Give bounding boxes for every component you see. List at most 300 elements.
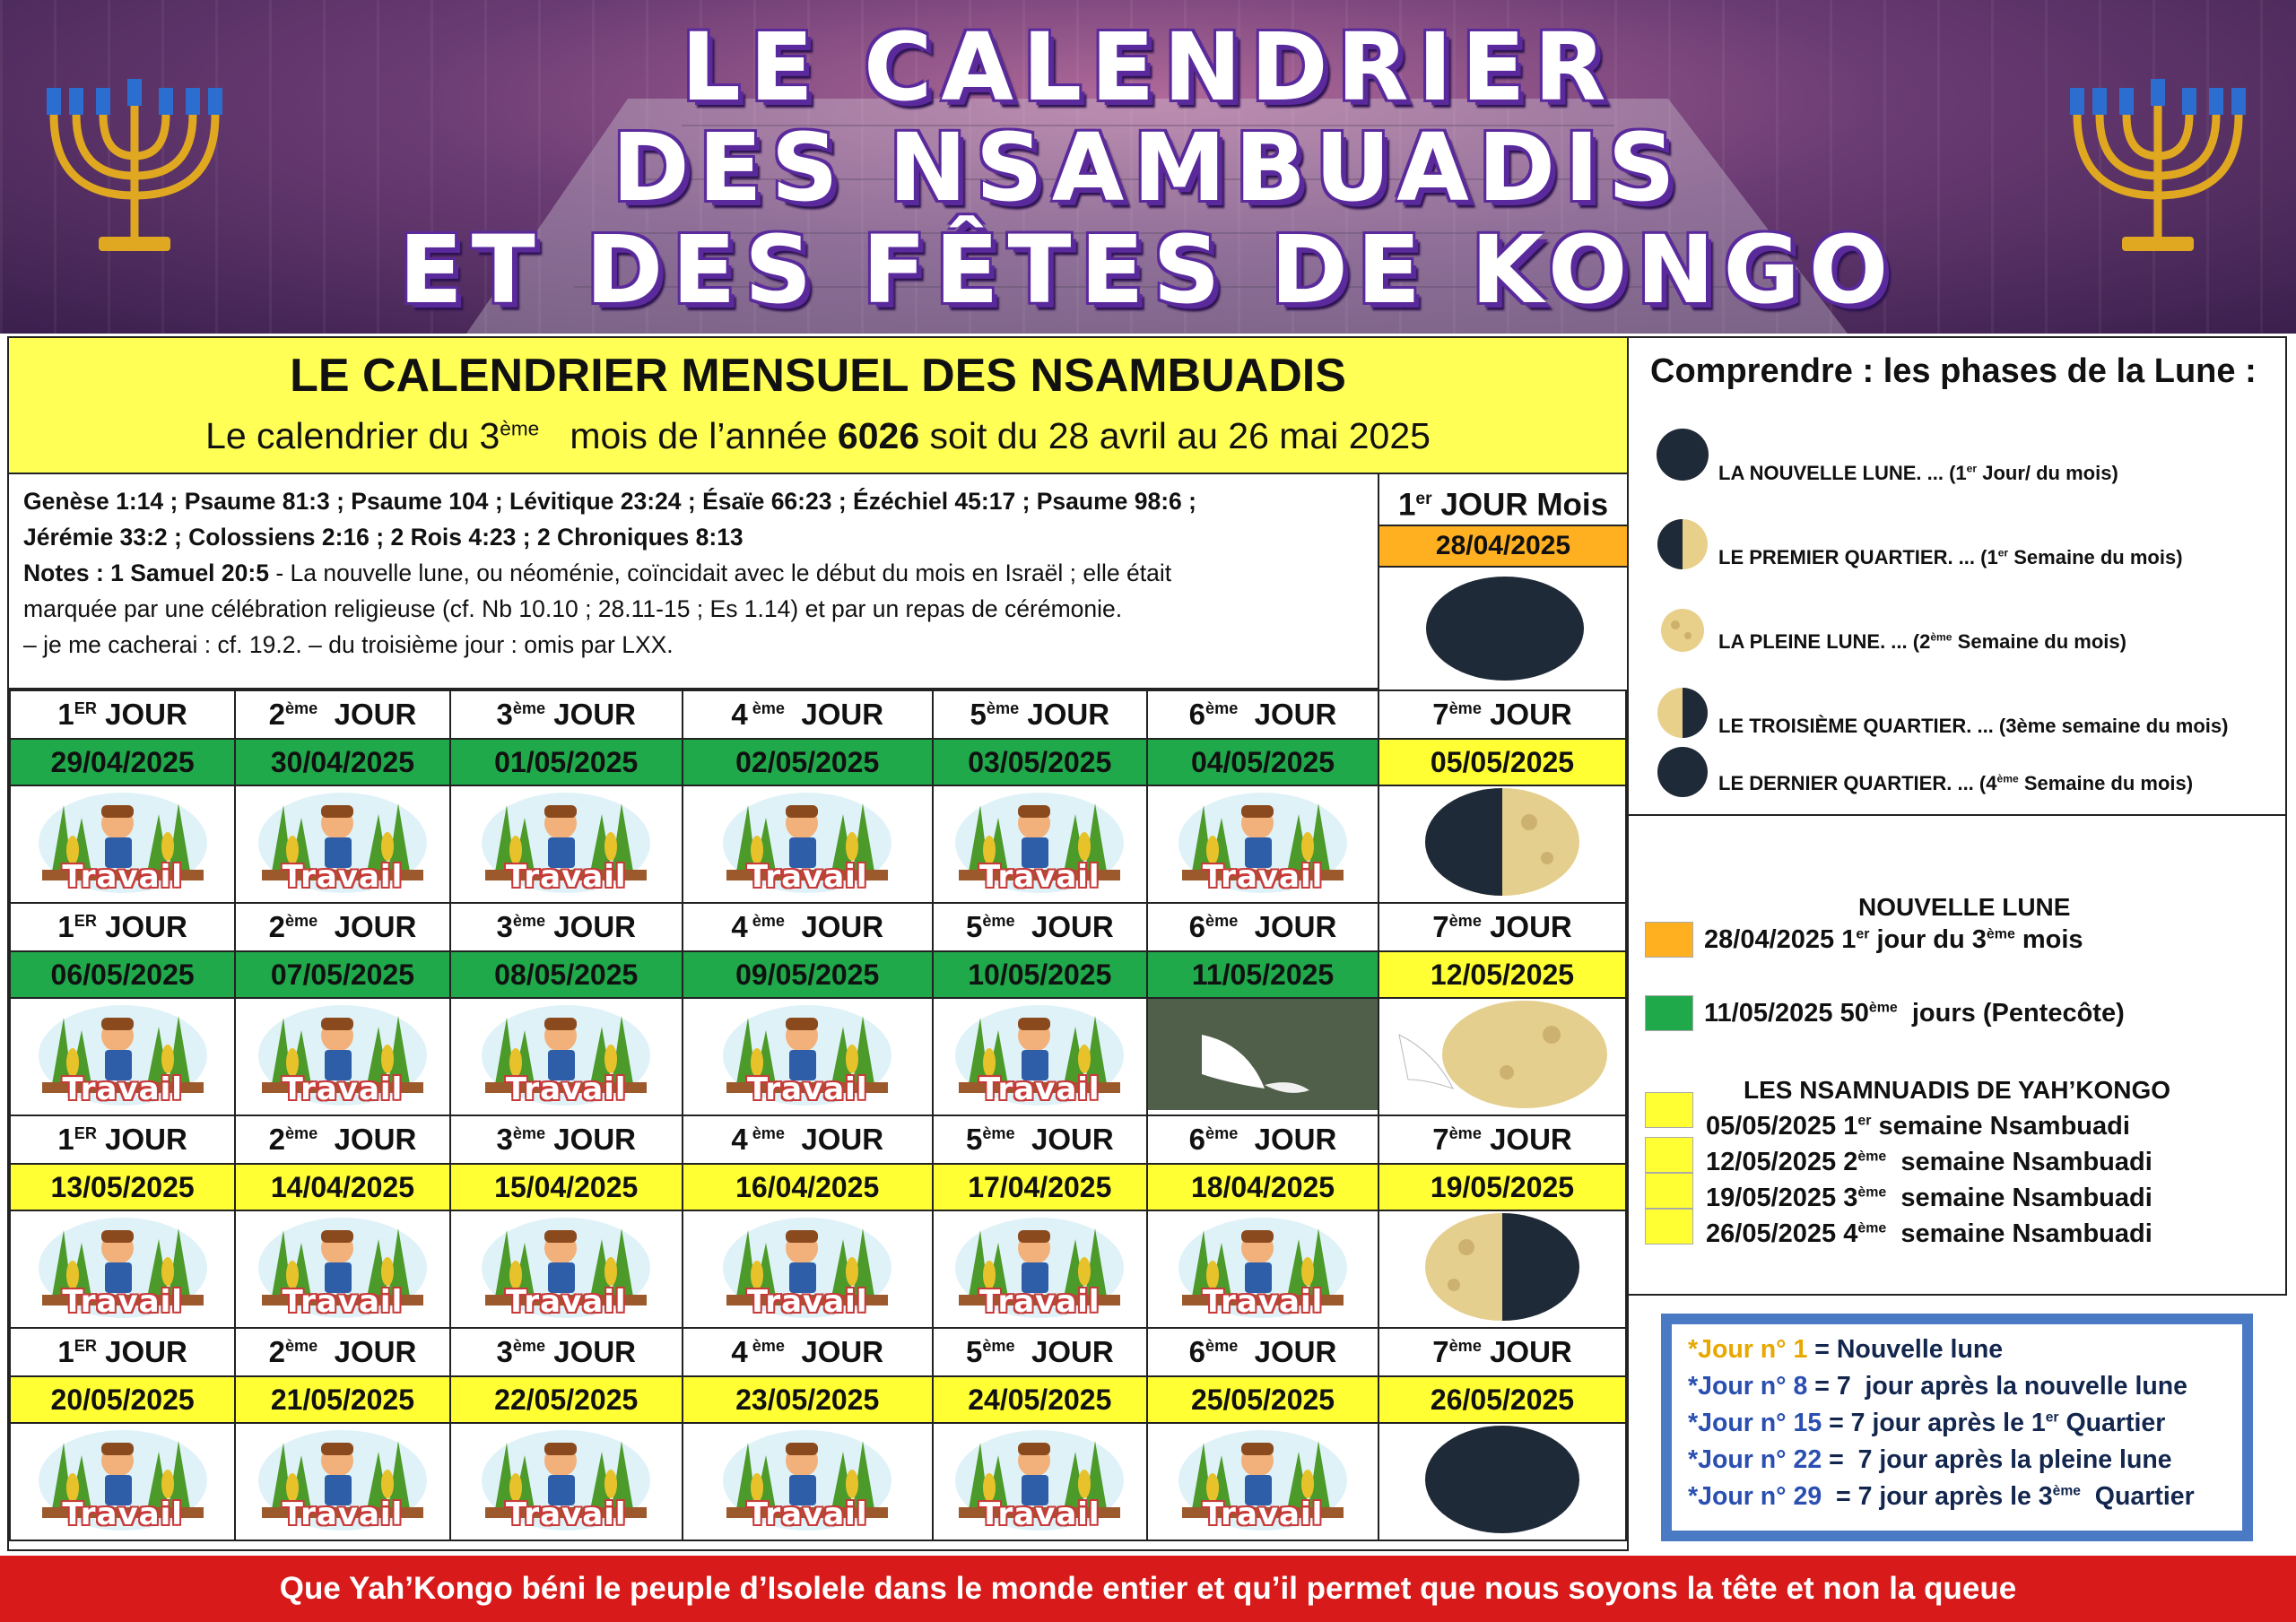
legend-sup: er xyxy=(1857,1113,1872,1129)
week-day-labels-row xyxy=(10,903,1626,951)
legend-orange-swatch xyxy=(1645,922,1693,958)
day-sup: ER xyxy=(74,699,97,717)
phase-sup: er xyxy=(1997,546,2009,559)
day-word: JOUR xyxy=(1019,698,1110,731)
work-label: Travail xyxy=(505,859,627,895)
day-number: 6 xyxy=(1188,1335,1206,1368)
image-cell xyxy=(933,1210,1147,1328)
week-day-labels-row xyxy=(10,690,1626,739)
work-label: Travail xyxy=(62,859,183,895)
subtitle-part: soit du 28 avril au 26 mai 2025 xyxy=(919,415,1431,456)
phase-sup: er xyxy=(1966,462,1978,475)
legend-text: mois xyxy=(2014,925,2083,954)
day-sup: ème xyxy=(747,699,786,717)
image-cell xyxy=(10,1210,235,1328)
note-text: = 7 jour après le 1 xyxy=(1822,1409,2046,1437)
date-cell: 03/05/2025 xyxy=(933,739,1147,785)
day-sup: ème xyxy=(1205,912,1239,930)
legend-item-first-day xyxy=(1704,925,2083,955)
legend-text: semaine Nsambuadi xyxy=(1871,1112,2130,1141)
work-label: Travail xyxy=(505,1496,627,1532)
work-illustration xyxy=(950,1212,1129,1322)
day-number: 3 xyxy=(496,910,513,943)
legend-yellow-swatch xyxy=(1645,1173,1693,1209)
day-number: 1 xyxy=(57,698,74,731)
work-label: Travail xyxy=(746,1496,868,1532)
new-moon-icon xyxy=(1424,575,1586,682)
day-sup: ème xyxy=(982,912,1015,930)
day-sup: ème xyxy=(747,1337,786,1355)
image-cell xyxy=(450,785,683,903)
day-label xyxy=(1378,1328,1626,1376)
legend-text: 26/05/2025 4 xyxy=(1706,1219,1858,1248)
moon-phases-panel xyxy=(1627,336,2287,816)
day-label xyxy=(1147,690,1378,739)
day-label xyxy=(1147,903,1378,951)
date-cell: 05/05/2025 xyxy=(1378,739,1626,785)
day-sup: ème xyxy=(747,1124,786,1142)
day-word: JOUR xyxy=(1481,1123,1572,1156)
phase-label-full-moon xyxy=(1718,630,2126,654)
day-sup: ème xyxy=(284,1337,318,1355)
date-cell: 30/04/2025 xyxy=(235,739,449,785)
work-illustration xyxy=(33,1212,213,1322)
image-cell xyxy=(10,998,235,1115)
work-label: Travail xyxy=(979,1496,1100,1532)
image-cell xyxy=(683,998,933,1115)
work-label: Travail xyxy=(282,1496,404,1532)
calendar-grid xyxy=(9,690,1627,1541)
day-label xyxy=(450,1115,683,1164)
day-word: JOUR xyxy=(785,1335,884,1368)
legend-new-moon-heading: NOUVELLE LUNE xyxy=(1858,893,2071,921)
legend-sup: ème xyxy=(1986,926,2015,942)
day-label xyxy=(10,903,235,951)
day-sup: ème xyxy=(982,1337,1015,1355)
image-cell xyxy=(1147,1210,1378,1328)
day-word: JOUR xyxy=(1014,1123,1114,1156)
calendar-subtitle xyxy=(9,415,1627,457)
day-word: JOUR xyxy=(1481,698,1572,731)
day-sup: ème xyxy=(1448,699,1482,717)
phase-label-third-quarter xyxy=(1718,715,2228,738)
work-illustration xyxy=(33,787,213,897)
day-number: 6 xyxy=(1188,910,1206,943)
legend-week-2 xyxy=(1706,1148,2152,1177)
third-quarter-icon xyxy=(1656,686,1709,740)
week-day-labels-row xyxy=(10,1115,1626,1164)
legend-week-1 xyxy=(1706,1112,2130,1141)
calendar-header xyxy=(9,338,1627,474)
monthly-calendar xyxy=(7,336,1629,1551)
date-cell: 23/05/2025 xyxy=(683,1376,933,1423)
week-images-row xyxy=(10,785,1626,903)
legend-text: jours (Pentecôte) xyxy=(1897,999,2125,1028)
legend-yellow-swatch xyxy=(1645,1137,1693,1173)
week-images-row xyxy=(10,1210,1626,1328)
work-label: Travail xyxy=(505,1284,627,1320)
work-illustration xyxy=(950,787,1129,897)
subtitle-part: Le calendrier du 3 xyxy=(205,415,500,456)
phase-tail: Semaine du mois) xyxy=(2008,546,2183,568)
day-sup: ème xyxy=(512,912,546,930)
legend-item-pentecost xyxy=(1704,999,2125,1028)
first-day-num: 1 xyxy=(1397,487,1416,523)
image-cell xyxy=(235,785,449,903)
notes-line-2: marquée par une célébration religieuse (cf. Nb 10.10 ; 28.11-15 ; Es 1.14) et par un repas de cérémonie. xyxy=(23,595,1123,622)
note-sup: ème xyxy=(2052,1483,2081,1499)
day-label xyxy=(1378,903,1626,951)
image-cell xyxy=(1378,1423,1626,1540)
week-images-row xyxy=(10,1423,1626,1540)
notes-text: - La nouvelle lune, ou néoménie, coïncidait avec le début du mois en Israël ; elle était xyxy=(268,559,1172,586)
first-quarter-icon xyxy=(1656,517,1709,571)
scripture-references xyxy=(9,474,1379,690)
week-day-labels-row xyxy=(10,1328,1626,1376)
day-sup: ème xyxy=(1448,1124,1482,1142)
day-sup: ème xyxy=(986,699,1020,717)
date-cell: 10/05/2025 xyxy=(933,951,1147,998)
work-label: Travail xyxy=(282,859,404,895)
date-cell: 18/04/2025 xyxy=(1147,1164,1378,1210)
day-sup: ème xyxy=(1205,1124,1239,1142)
day-label xyxy=(683,1115,933,1164)
legend-text: jour du 3 xyxy=(1869,925,1987,954)
banner-title-line-3: ET DES FÊTES DE KONGO xyxy=(398,215,1898,325)
day-word: JOUR xyxy=(785,698,884,731)
image-cell xyxy=(683,1210,933,1328)
day-number: 6 xyxy=(1188,1123,1206,1156)
legend-text: 19/05/2025 3 xyxy=(1706,1184,1858,1212)
work-illustration xyxy=(1173,787,1352,897)
note-text: Quartier xyxy=(2058,1409,2166,1437)
work-illustration xyxy=(476,787,656,897)
day-number: 2 xyxy=(268,1123,285,1156)
date-cell: 14/04/2025 xyxy=(235,1164,449,1210)
work-illustration xyxy=(476,1425,656,1534)
day-word: JOUR xyxy=(1014,910,1114,943)
new-moon-icon xyxy=(1422,1424,1583,1535)
day-word: JOUR xyxy=(96,1123,187,1156)
phase-tail: Semaine du mois) xyxy=(2018,772,2194,794)
phases-title: Comprendre : les phases de la Lune : xyxy=(1650,352,2257,390)
day-label xyxy=(683,903,933,951)
day-number: 7 xyxy=(1432,1335,1449,1368)
date-cell: 08/05/2025 xyxy=(450,951,683,998)
date-cell: 07/05/2025 xyxy=(235,951,449,998)
image-cell xyxy=(933,998,1147,1115)
work-label: Travail xyxy=(505,1071,627,1107)
day-label xyxy=(1378,690,1626,739)
work-label: Travail xyxy=(746,1071,868,1107)
subtitle-year: 6026 xyxy=(837,415,920,456)
phase-label-first-quarter xyxy=(1718,546,2183,569)
note-label: *Jour n° 8 xyxy=(1688,1372,1808,1401)
work-illustration xyxy=(253,1000,432,1109)
day-number: 2 xyxy=(268,1335,285,1368)
day-number: 5 xyxy=(970,698,987,731)
day-number: 4 xyxy=(731,698,748,731)
legend-text: 28/04/2025 1 xyxy=(1704,925,1857,954)
work-label: Travail xyxy=(979,859,1100,895)
note-day-15 xyxy=(1688,1409,2165,1438)
phase-tail: Jour/ du mois) xyxy=(1977,462,2118,484)
image-cell xyxy=(10,785,235,903)
day-word: JOUR xyxy=(785,1123,884,1156)
work-label: Travail xyxy=(282,1284,404,1320)
day-word: JOUR xyxy=(96,910,187,943)
image-cell xyxy=(235,1423,449,1540)
phase-text: LE TROISIÈME QUARTIER. ... (3ème semaine du mois) xyxy=(1718,715,2229,737)
note-day-29 xyxy=(1688,1482,2195,1512)
note-text: = 7 jour après le 3 xyxy=(1822,1482,2053,1511)
day-label xyxy=(1147,1115,1378,1164)
day-number: 5 xyxy=(965,1335,983,1368)
image-cell xyxy=(1378,785,1626,903)
legend-week-4 xyxy=(1706,1219,2152,1249)
day-sup: ème xyxy=(284,1124,318,1142)
note-label: *Jour n° 1 xyxy=(1688,1335,1808,1364)
week-dates-row xyxy=(10,951,1626,998)
banner-title-line-2: DES NSAMBUADIS xyxy=(612,113,1684,222)
date-cell: 26/05/2025 xyxy=(1378,1376,1626,1423)
date-cell: 21/05/2025 xyxy=(235,1376,449,1423)
subtitle-sup: ème xyxy=(500,417,540,440)
day-sup: ème xyxy=(1448,1337,1482,1355)
day-word: JOUR xyxy=(317,1335,417,1368)
day-label xyxy=(933,1115,1147,1164)
day-label xyxy=(933,903,1147,951)
date-cell: 25/05/2025 xyxy=(1147,1376,1378,1423)
date-cell: 19/05/2025 xyxy=(1378,1164,1626,1210)
refs-line-2: Jérémie 33:2 ; Colossiens 2:16 ; 2 Rois 4:23 ; 2 Chroniques 8:13 xyxy=(23,524,744,551)
work-illustration xyxy=(950,1000,1129,1109)
legend-text: semaine Nsambuadi xyxy=(1886,1184,2152,1212)
phase-text: LA NOUVELLE LUNE. ... (1 xyxy=(1718,462,1967,484)
first-day-text: JOUR Mois xyxy=(1431,487,1609,523)
calendar-title: LE CALENDRIER MENSUEL DES NSAMBUADIS xyxy=(290,350,1346,402)
day-word: JOUR xyxy=(96,1335,187,1368)
day-word: JOUR xyxy=(1238,910,1337,943)
phase-text: LE DERNIER QUARTIER. ... (4 xyxy=(1718,772,1997,794)
note-text: = 7 jour après la pleine lune xyxy=(1822,1445,2172,1474)
phase-text: LE PREMIER QUARTIER. ... (1 xyxy=(1718,546,1998,568)
day-sup: ER xyxy=(74,1337,97,1355)
work-illustration xyxy=(718,1425,897,1534)
header-banner xyxy=(0,0,2296,334)
day-number: 4 xyxy=(731,1123,748,1156)
day-number: 3 xyxy=(496,1123,513,1156)
image-cell xyxy=(1378,1210,1626,1328)
day-notes-box xyxy=(1661,1314,2253,1541)
day-label xyxy=(235,1115,449,1164)
phase-label-new-moon xyxy=(1718,462,2118,485)
date-cell: 06/05/2025 xyxy=(10,951,235,998)
day-label xyxy=(235,690,449,739)
image-cell xyxy=(683,785,933,903)
day-sup: ER xyxy=(74,1124,97,1142)
day-label xyxy=(450,690,683,739)
day-label xyxy=(683,1328,933,1376)
day-sup: ER xyxy=(74,912,97,930)
day-word: JOUR xyxy=(1238,1335,1337,1368)
legend-sup: ème xyxy=(1868,1000,1898,1016)
refs-line-1: Genèse 1:14 ; Psaume 81:3 ; Psaume 104 ; Lévitique 23:24 ; Ésaïe 66:23 ; Ézéchiel 45:17 ; Psaume 98:6 ; xyxy=(23,488,1196,515)
day-label xyxy=(450,903,683,951)
image-cell xyxy=(235,998,449,1115)
date-cell: 02/05/2025 xyxy=(683,739,933,785)
day-label xyxy=(10,1328,235,1376)
legend-yellow-swatch xyxy=(1645,1209,1693,1245)
footer-blessing: Que Yah’Kongo béni le peuple d’Isolele dans le monde entier et qu’il permet que nous soyons la tête et non la queue xyxy=(0,1556,2296,1622)
last-quarter-icon xyxy=(1656,745,1709,799)
day-word: JOUR xyxy=(545,1123,636,1156)
full-moon-icon xyxy=(1656,603,1709,657)
date-cell: 04/05/2025 xyxy=(1147,739,1378,785)
first-day-date: 28/04/2025 xyxy=(1379,526,1627,568)
image-cell xyxy=(683,1423,933,1540)
image-cell xyxy=(933,785,1147,903)
phase-tail: Semaine du mois) xyxy=(1952,630,2126,653)
note-label: *Jour n° 15 xyxy=(1688,1409,1822,1437)
day-number: 7 xyxy=(1432,698,1449,731)
day-label xyxy=(1378,1115,1626,1164)
day-word: JOUR xyxy=(1238,1123,1337,1156)
work-label: Travail xyxy=(1202,859,1324,895)
image-cell xyxy=(10,1423,235,1540)
day-word: JOUR xyxy=(1481,1335,1572,1368)
notes-line-1 xyxy=(23,555,1363,591)
work-illustration xyxy=(1173,1425,1352,1534)
work-illustration xyxy=(253,787,432,897)
day-word: JOUR xyxy=(317,1123,417,1156)
date-cell: 13/05/2025 xyxy=(10,1164,235,1210)
legend-panel xyxy=(1627,816,2287,1296)
day-sup: ème xyxy=(747,912,786,930)
first-day-sup: er xyxy=(1415,490,1432,508)
date-cell: 12/05/2025 xyxy=(1378,951,1626,998)
image-cell xyxy=(933,1423,1147,1540)
date-cell: 22/05/2025 xyxy=(450,1376,683,1423)
date-cell: 01/05/2025 xyxy=(450,739,683,785)
day-label xyxy=(933,690,1147,739)
legend-yellow-swatch xyxy=(1645,1092,1693,1128)
work-illustration xyxy=(33,1425,213,1534)
dove-photo xyxy=(1148,999,1378,1110)
image-cell xyxy=(235,1210,449,1328)
day-number: 1 xyxy=(57,1335,74,1368)
day-label xyxy=(235,903,449,951)
day-number: 2 xyxy=(268,698,285,731)
day-number: 3 xyxy=(496,698,513,731)
legend-text: semaine Nsambuadi xyxy=(1886,1219,2152,1248)
phase-label-last-quarter xyxy=(1718,772,2193,795)
image-cell xyxy=(450,1423,683,1540)
day-word: JOUR xyxy=(785,910,884,943)
note-day-22 xyxy=(1688,1445,2172,1475)
date-cell: 29/04/2025 xyxy=(10,739,235,785)
day-number: 5 xyxy=(965,910,983,943)
day-label xyxy=(235,1328,449,1376)
image-cell xyxy=(1147,785,1378,903)
image-cell xyxy=(1378,998,1626,1115)
new-moon-phase-icon xyxy=(1656,428,1709,481)
legend-sup: ème xyxy=(1857,1149,1887,1165)
first-day-of-month xyxy=(1379,474,1627,690)
notes-line-3: – je me cacherai : cf. 19.2. – du troisième jour : omis par LXX. xyxy=(23,631,674,658)
work-illustration xyxy=(33,1000,213,1109)
note-text: Quartier xyxy=(2080,1482,2195,1511)
date-cell: 15/04/2025 xyxy=(450,1164,683,1210)
day-number: 6 xyxy=(1188,698,1206,731)
work-label: Travail xyxy=(979,1284,1100,1320)
day-word: JOUR xyxy=(545,698,636,731)
date-cell: 20/05/2025 xyxy=(10,1376,235,1423)
day-word: JOUR xyxy=(1014,1335,1114,1368)
work-illustration xyxy=(950,1425,1129,1534)
day-number: 7 xyxy=(1432,910,1449,943)
note-text: = Nouvelle lune xyxy=(1807,1335,2004,1364)
image-cell xyxy=(1147,1423,1378,1540)
day-number: 5 xyxy=(965,1123,983,1156)
week-dates-row xyxy=(10,739,1626,785)
legend-text: 05/05/2025 1 xyxy=(1706,1112,1858,1141)
first-quarter-moon-icon xyxy=(1422,786,1583,898)
date-cell: 16/04/2025 xyxy=(683,1164,933,1210)
day-label xyxy=(933,1328,1147,1376)
image-cell xyxy=(1147,998,1378,1115)
date-cell: 09/05/2025 xyxy=(683,951,933,998)
week-dates-row xyxy=(10,1376,1626,1423)
third-quarter-moon-icon xyxy=(1422,1211,1583,1323)
legend-week-3 xyxy=(1706,1184,2152,1213)
work-illustration xyxy=(718,787,897,897)
day-sup: ème xyxy=(284,912,318,930)
day-number: 1 xyxy=(57,910,74,943)
day-sup: ème xyxy=(1205,699,1239,717)
legend-nsambuadi-heading: LES NSAMNUADIS DE YAH’KONGO xyxy=(1744,1076,2171,1104)
day-number: 1 xyxy=(57,1123,74,1156)
week-dates-row xyxy=(10,1164,1626,1210)
day-label xyxy=(683,690,933,739)
work-label: Travail xyxy=(62,1071,183,1107)
work-illustration xyxy=(476,1000,656,1109)
day-sup: ème xyxy=(982,1124,1015,1142)
banner-title-line-1: LE CALENDRIER xyxy=(681,13,1615,122)
work-label: Travail xyxy=(1202,1284,1324,1320)
work-illustration xyxy=(1173,1212,1352,1322)
first-day-label xyxy=(1379,474,1627,526)
day-label xyxy=(10,1115,235,1164)
phase-sup: ème xyxy=(1930,630,1952,644)
image-cell xyxy=(450,998,683,1115)
phase-text: LA PLEINE LUNE. ... (2 xyxy=(1718,630,1931,653)
day-number: 3 xyxy=(496,1335,513,1368)
legend-green-swatch xyxy=(1645,995,1693,1031)
phase-sup: ème xyxy=(1996,772,2019,785)
legend-text: semaine Nsambuadi xyxy=(1886,1148,2152,1176)
legend-sup: ème xyxy=(1857,1184,1887,1201)
date-cell: 11/05/2025 xyxy=(1147,951,1378,998)
legend-sup: ème xyxy=(1857,1220,1887,1236)
date-cell: 24/05/2025 xyxy=(933,1376,1147,1423)
day-word: JOUR xyxy=(317,698,417,731)
day-sup: ème xyxy=(1448,912,1482,930)
day-word: JOUR xyxy=(1481,910,1572,943)
note-label: *Jour n° 22 xyxy=(1688,1445,1822,1474)
day-number: 2 xyxy=(268,910,285,943)
day-number: 4 xyxy=(731,1335,748,1368)
